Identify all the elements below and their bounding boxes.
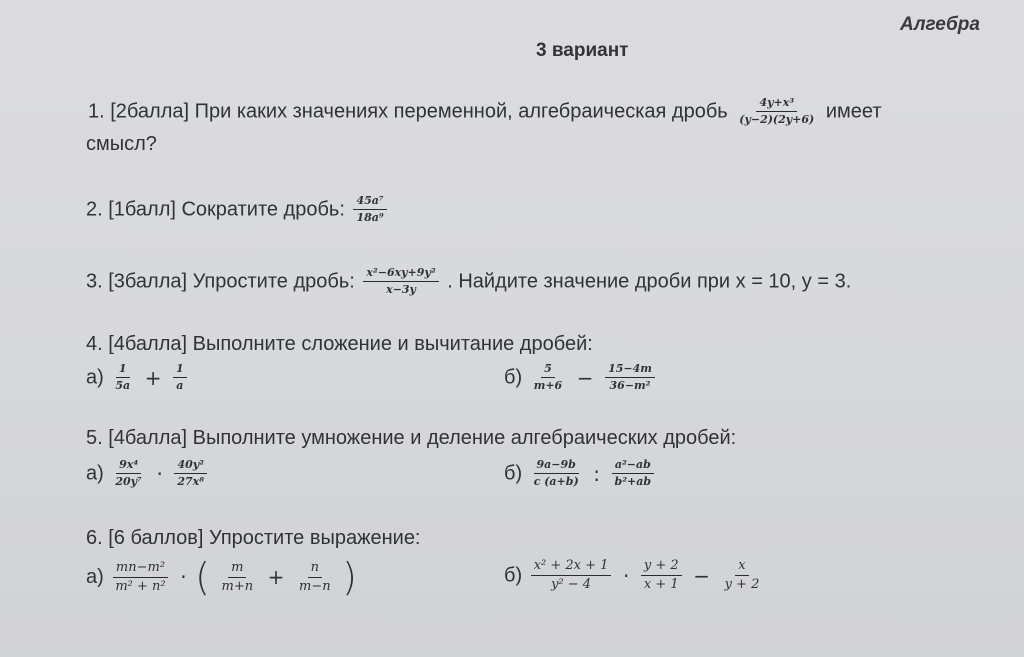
task-1-fraction-denominator: (y−2)(2y+6) <box>739 113 815 126</box>
task-4a-label: а) <box>86 366 104 389</box>
task-6b-label: б) <box>504 564 523 587</box>
task-5a-label: а) <box>86 462 104 485</box>
task-5b-fraction-2 <box>612 458 655 489</box>
task-4b-label: б) <box>504 366 523 389</box>
task-1-text: 1. [2балла] При каких значениях переменной, алгебраическая дробь <box>88 100 728 123</box>
task-6a-fraction-3 <box>296 560 334 595</box>
task-3-text: 3. [3балла] Упростите дробь: <box>86 270 355 293</box>
task-6b <box>504 558 765 593</box>
task-5b-fraction-1-numerator: 9a−9b <box>534 458 579 474</box>
task-4b <box>504 362 658 393</box>
task-6b-fraction-1-denominator: y² − 4 <box>551 577 592 592</box>
task-3-line <box>86 266 851 297</box>
task-6a-fraction-2 <box>219 560 257 595</box>
task-4b-operator: − <box>576 365 594 390</box>
task-5a-fraction-2 <box>174 458 207 489</box>
task-6b-fraction-1 <box>531 558 612 593</box>
task-1-fraction <box>736 96 817 127</box>
task-4b-fraction-1 <box>531 362 566 393</box>
task-1-line-2: смысл? <box>86 133 157 155</box>
task-5a-fraction-2-denominator: 27x⁸ <box>177 475 205 488</box>
task-3-fraction-denominator: x−3y <box>386 283 416 296</box>
task-6a-fraction-1-denominator: m² + n² <box>115 578 166 594</box>
task-6b-fraction-2-denominator: x + 1 <box>643 577 679 592</box>
task-6a-fraction-2-numerator: m <box>228 560 246 578</box>
task-5b-fraction-1-denominator: c (a+b) <box>533 475 579 488</box>
task-6b-operator-2: − <box>693 563 711 588</box>
task-4-text: 4. [4балла] Выполните сложение и вычитание дробей: <box>86 333 593 355</box>
task-6a-operator-2: + <box>267 565 285 589</box>
task-4b-fraction-2-denominator: 36−m² <box>609 379 651 392</box>
task-5-text: 5. [4балла] Выполните умножение и деление алгебраических дробей: <box>86 427 737 449</box>
task-5b-fraction-1 <box>531 458 582 489</box>
task-4b-fraction-2-numerator: 15−4m <box>605 362 655 378</box>
task-2-fraction-numerator: 45a⁷ <box>353 194 386 210</box>
task-3-fraction-numerator: x²−6xy+9y² <box>363 266 438 282</box>
task-2-fraction-denominator: 18a⁹ <box>356 211 384 224</box>
task-6b-fraction-1-numerator: x² + 2x + 1 <box>531 558 612 576</box>
task-5b-operator: : <box>593 461 600 486</box>
task-4a-fraction-1-denominator: 5a <box>115 379 131 392</box>
task-6b-fraction-3 <box>722 558 763 593</box>
task-5b <box>504 458 657 489</box>
task-6a-fraction-1 <box>112 560 168 595</box>
task-5b-fraction-2-numerator: a²−ab <box>612 458 654 474</box>
task-6a-left-paren: ( <box>195 555 210 599</box>
task-3-fraction <box>363 266 438 297</box>
task-2-text: 2. [1балл] Сократите дробь: <box>86 198 345 221</box>
task-6a-fraction-2-denominator: m+n <box>221 578 254 594</box>
task-2-line <box>86 194 390 225</box>
task-5a-fraction-1-numerator: 9x⁴ <box>116 458 141 474</box>
task-4b-fraction-1-denominator: m+6 <box>533 379 563 392</box>
task-4a-fraction-2 <box>173 362 187 393</box>
task-6b-fraction-2-numerator: y + 2 <box>641 558 682 576</box>
task-5a-fraction-2-numerator: 40y² <box>174 458 207 474</box>
task-1-fraction-numerator: 4y+x³ <box>756 96 797 112</box>
task-1-tail: имеет <box>825 100 882 123</box>
task-6a <box>86 555 357 599</box>
task-3-tail: . Найдите значение дроби при x = 10, y = 3. <box>447 270 852 293</box>
task-5b-fraction-2-denominator: b²+ab <box>614 475 652 488</box>
task-4a <box>86 362 190 393</box>
task-4a-fraction-1-numerator: 1 <box>116 362 130 378</box>
task-6a-label: а) <box>86 566 104 588</box>
task-4b-fraction-2 <box>605 362 655 393</box>
task-1-line-1 <box>88 96 882 127</box>
task-6a-fraction-1-numerator: mn−m² <box>113 560 168 578</box>
task-5b-label: б) <box>504 462 523 485</box>
task-6-text: 6. [6 баллов] Упростите выражение: <box>86 527 421 549</box>
task-5a-operator: · <box>156 461 163 486</box>
task-6a-fraction-3-numerator: n <box>308 560 322 578</box>
task-6a-operator-1: · <box>180 565 187 589</box>
task-4a-fraction-2-denominator: a <box>176 379 184 392</box>
task-6b-fraction-3-denominator: y + 2 <box>724 577 760 592</box>
task-6b-fraction-3-numerator: x <box>735 558 748 576</box>
task-5a <box>86 458 210 489</box>
task-6b-fraction-2 <box>641 558 682 593</box>
task-4a-fraction-2-numerator: 1 <box>173 362 187 378</box>
task-6a-fraction-3-denominator: m−n <box>299 578 331 594</box>
task-6b-operator-1: · <box>622 563 630 588</box>
task-2-fraction <box>353 194 386 225</box>
task-4a-operator: + <box>144 365 162 390</box>
task-6a-right-paren: ) <box>342 555 357 599</box>
task-4a-fraction-1 <box>112 362 133 393</box>
task-5a-fraction-1 <box>112 458 145 489</box>
task-4b-fraction-1-numerator: 5 <box>541 362 555 378</box>
variant-title: 3 вариант <box>536 40 629 61</box>
task-5a-fraction-1-denominator: 20y⁷ <box>115 475 142 488</box>
subject-title: Алгебра <box>900 14 980 35</box>
